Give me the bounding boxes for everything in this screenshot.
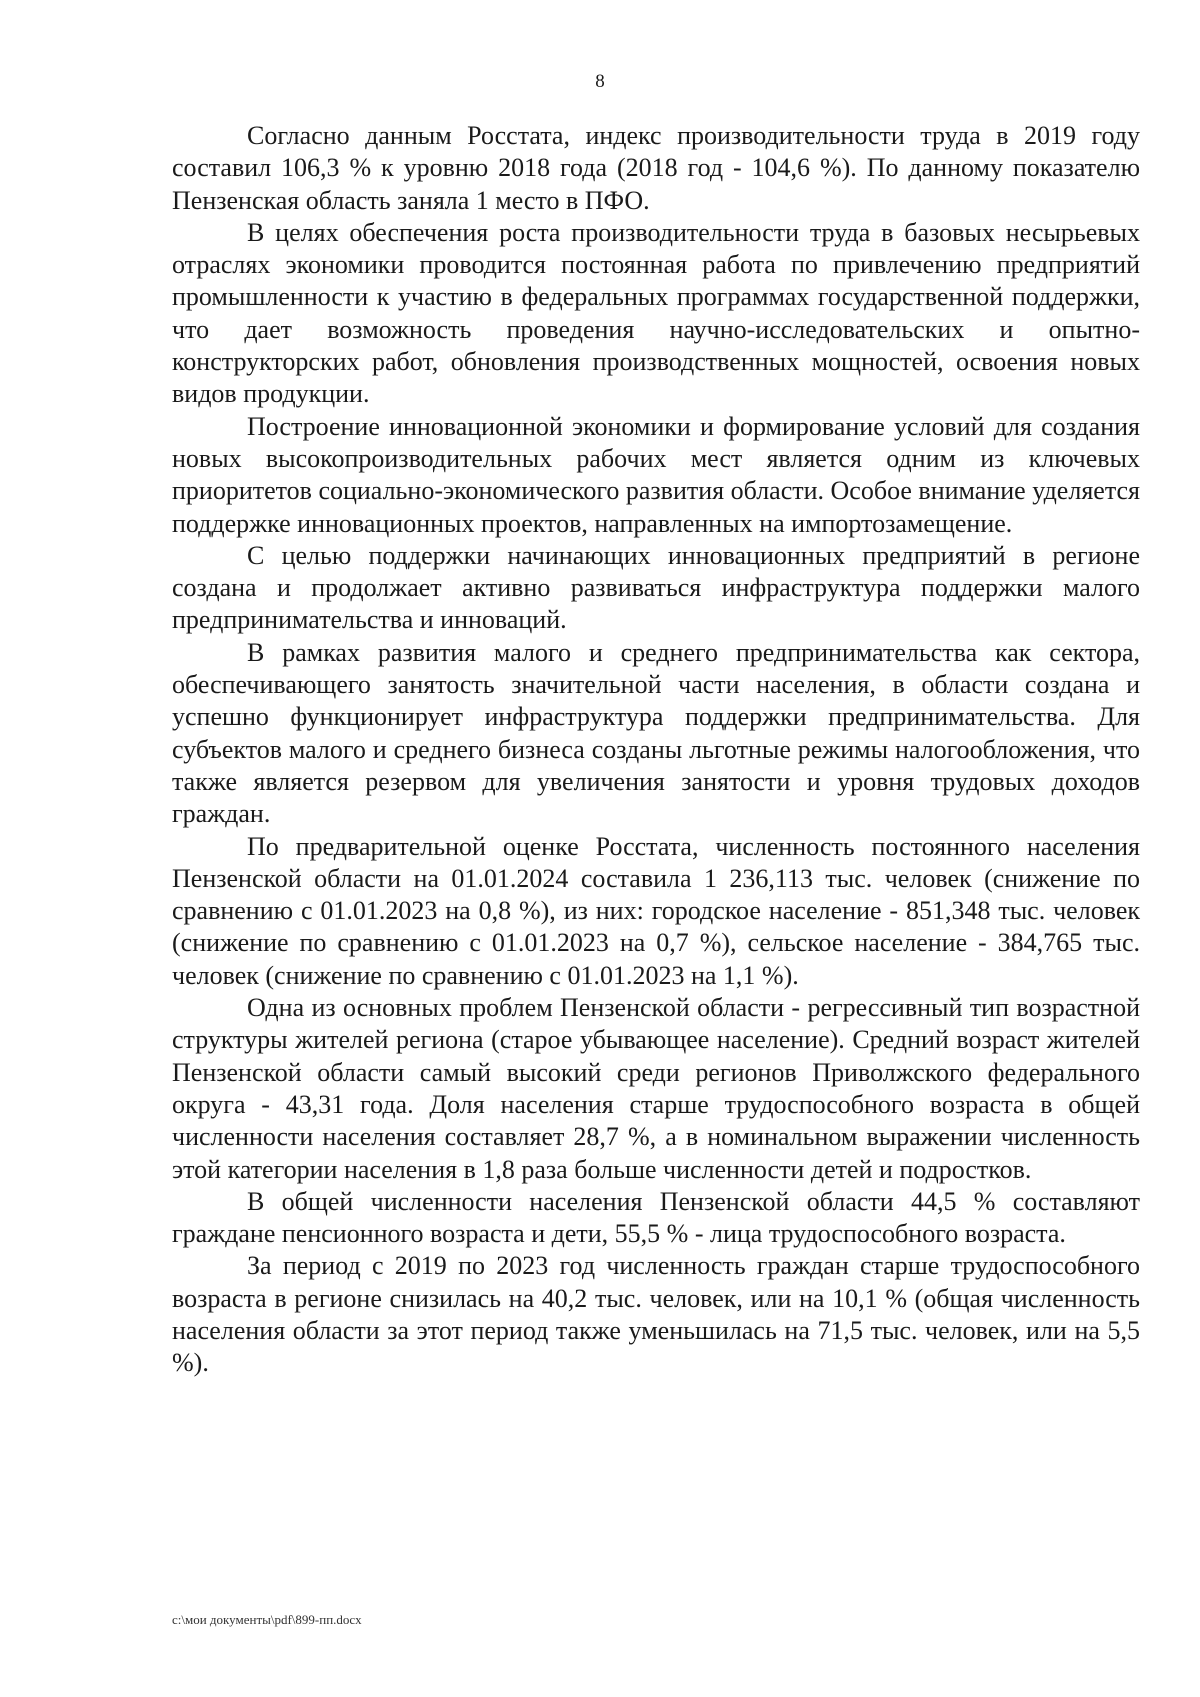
paragraph-small-business: В рамках развития малого и среднего предпринимательства как сектора, обеспечивающего занятость значительной части населения, в области создана и успешно функционирует инфраструктура поддержки предпринимательства. Для субъектов малого и среднего бизнеса созданы льготные режимы налогообложения, что также является резервом для увеличения занятости и уровня трудовых доходов граждан. xyxy=(172,637,1140,829)
paragraph-innovation-infrastructure: С целью поддержки начинающих инновационных предприятий в регионе создана и продолжает активно развиваться инфраструктура поддержки малого предпринимательства и инноваций. xyxy=(172,540,1140,635)
page-number: 8 xyxy=(595,71,605,92)
paragraph-population-estimate: По предварительной оценке Росстата, численность постоянного населения Пензенской области на 01.01.2024 составила 1 236,113 тыс. человек (снижение по сравнению с 01.01.2023 на 0,8 %), из них: городское население - 851,348 тыс. человек (снижение по сравнению с 01.01.2023 на 0,7 %), сельское население - 384,765 тыс. человек (снижение по сравнению с 01.01.2023 на 1,1 %). xyxy=(172,831,1140,990)
paragraph-population-change: За период с 2019 по 2023 год численность граждан старше трудоспособного возраста в регионе снизилась на 40,2 тыс. человек, или на 10,1 % (общая численность населения области за этот период также уменьшилась на 71,5 тыс. человек, или на 5,5 %). xyxy=(172,1251,1140,1378)
paragraph-innovation-economy: Построение инновационной экономики и формирование условий для создания новых высокопроизводительных рабочих мест является одним из ключевых приоритетов социально-экономического развития области. Особое внимание уделяется поддержке инновационных проектов, направленных на импортозамещение. xyxy=(172,411,1140,538)
footer-file-path: c:\мои документы\pdf\899-пп.docx xyxy=(172,1612,362,1627)
paragraph-labor-productivity: Согласно данным Росстата, индекс производительности труда в 2019 году составил 106,3 % к уровню 2018 года (2018 год - 104,6 %). По данному показателю Пензенская область заняла 1 место в ПФО. xyxy=(172,121,1140,215)
body-text xyxy=(172,120,1140,1380)
paragraph-productivity-growth: В целях обеспечения роста производительности труда в базовых несырьевых отраслях экономики проводится постоянная работа по привлечению предприятий промышленности к участию в федеральных программах государственной поддержки, что дает возможность проведения научно-исследовательских и опытно-конструкторских работ, обновления производственных мощностей, освоения новых видов продукции. xyxy=(172,217,1140,409)
paragraph-age-structure: Одна из основных проблем Пензенской области - регрессивный тип возрастной структуры жителей региона (старое убывающее население). Средний возраст жителей Пензенской области самый высокий среди регионов Приволжского федерального округа - 43,31 года. Доля населения старше трудоспособного возраста в общей численности населения составляет 28,7 %, а в номинальном выражении численность этой категории населения в 1,8 раза больше численности детей и подростков. xyxy=(172,993,1140,1184)
paragraph-population-shares: В общей численности населения Пензенской области 44,5 % составляют граждане пенсионного возраста и дети, 55,5 % - лица трудоспособного возраста. xyxy=(172,1186,1140,1249)
